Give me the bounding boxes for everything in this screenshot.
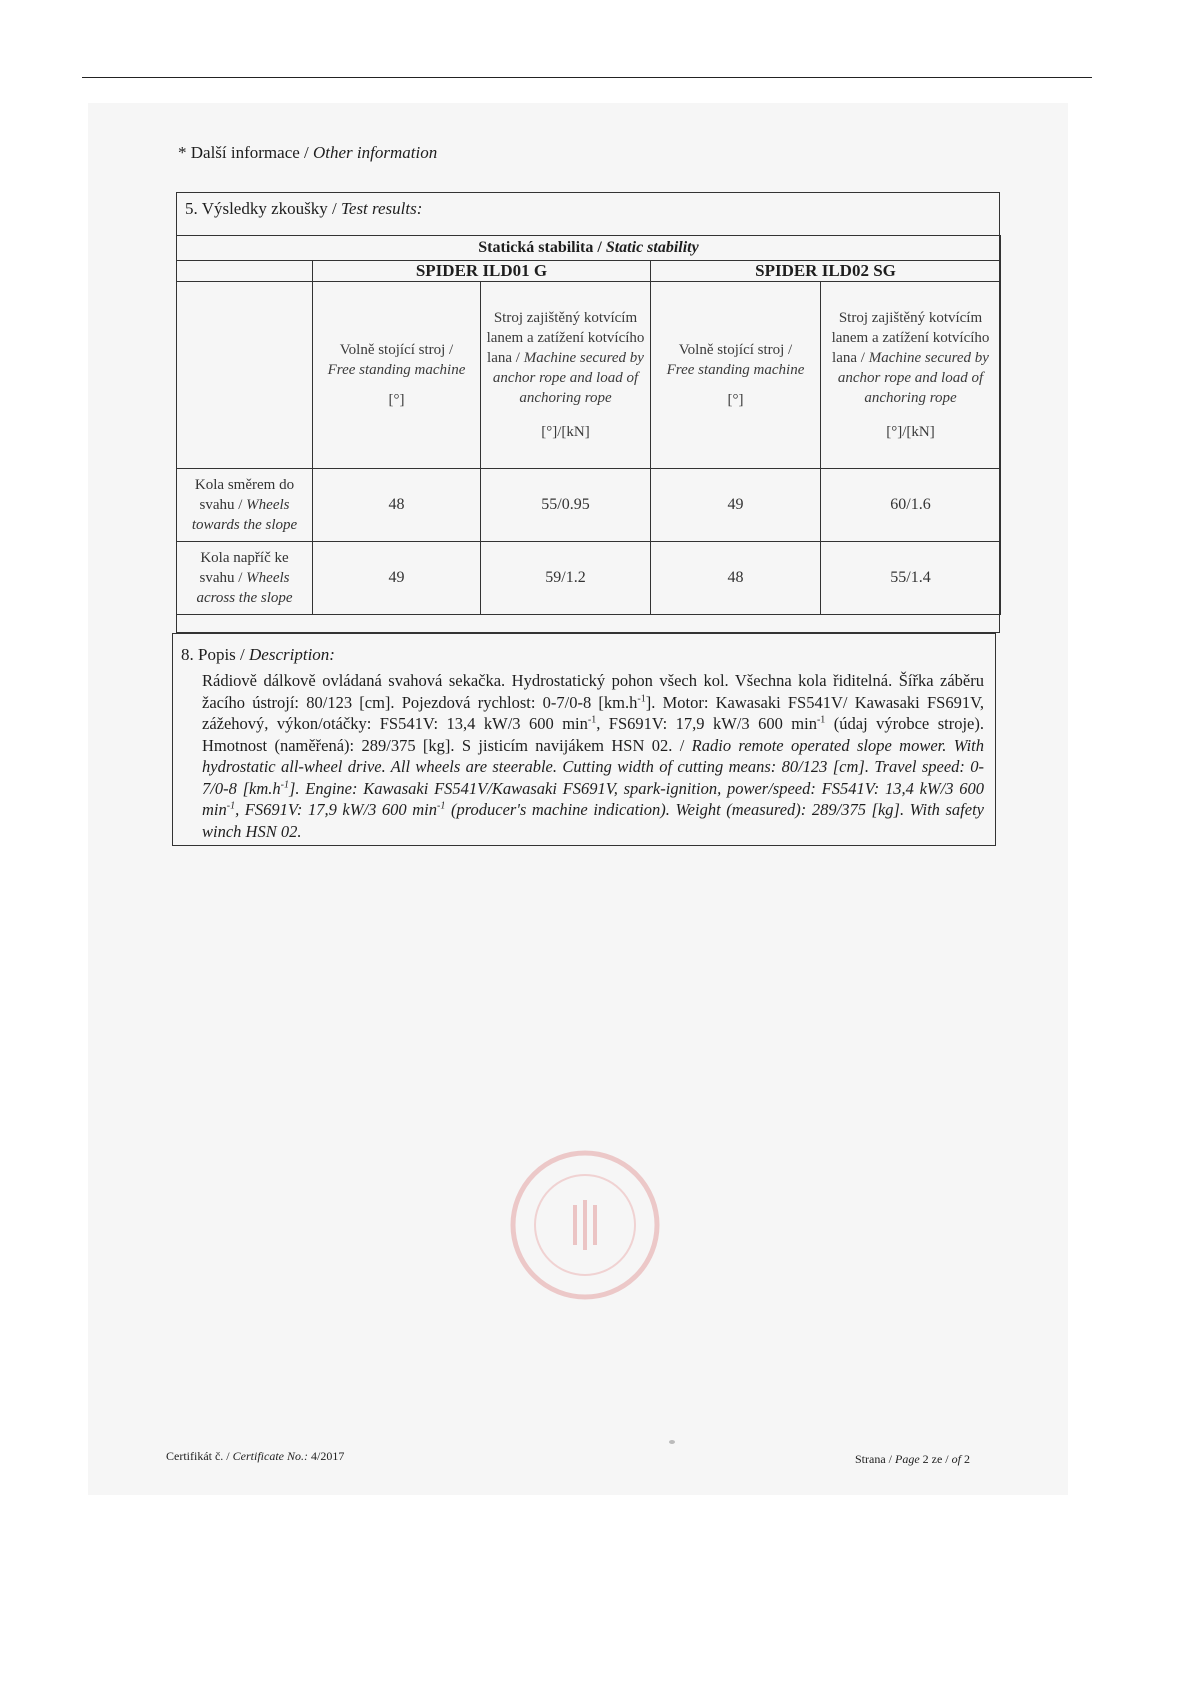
cell-value: 60/1.6 bbox=[821, 469, 1001, 542]
static-stability-table bbox=[176, 235, 1001, 615]
cell-value: 49 bbox=[651, 469, 821, 542]
official-stamp-icon bbox=[500, 1140, 670, 1310]
test-results-heading: 5. Výsledky zkoušky / Test results: bbox=[185, 199, 423, 218]
model-ild02: SPIDER ILD02 SG bbox=[651, 261, 1001, 282]
table-title-row bbox=[177, 236, 1001, 261]
table-row bbox=[177, 469, 1001, 542]
header-anchored-1: Stroj zajištěný kotvícím lanem a zatížení kotvícího lana / Machine secured by anchor rope and load of anchoring rope [°]/[kN] bbox=[481, 282, 651, 469]
page-number: Strana / Page 2 ze / of 2 bbox=[855, 1452, 970, 1466]
cell-value: 55/0.95 bbox=[481, 469, 651, 542]
model-ild01: SPIDER ILD01 G bbox=[313, 261, 651, 282]
header-free-standing-2: Volně stojící stroj / Free standing machine [°] bbox=[651, 282, 821, 469]
scan-speck bbox=[669, 1440, 675, 1444]
column-header-row bbox=[177, 282, 1001, 469]
certificate-number: Certifikát č. / Certificate No.: 4/2017 bbox=[166, 1449, 345, 1463]
top-rule bbox=[82, 77, 1092, 78]
row-label-towards: Kola směrem do svahu / Wheels towards the slope bbox=[177, 469, 313, 542]
model-empty-cell bbox=[177, 261, 313, 282]
cell-value: 48 bbox=[313, 469, 481, 542]
cell-value: 49 bbox=[313, 542, 481, 615]
cell-value: 48 bbox=[651, 542, 821, 615]
table-row bbox=[177, 542, 1001, 615]
header-free-standing-1: Volně stojící stroj / Free standing machine [°] bbox=[313, 282, 481, 469]
header-empty-cell bbox=[177, 282, 313, 469]
model-row bbox=[177, 261, 1001, 282]
row-label-across: Kola napříč ke svahu / Wheels across the slope bbox=[177, 542, 313, 615]
other-information-heading: * Další informace / Other information bbox=[178, 143, 438, 162]
description-heading: 8. Popis / Description: bbox=[181, 645, 335, 664]
table-title: Statická stabilita / Static stability bbox=[177, 236, 1001, 261]
cell-value: 55/1.4 bbox=[821, 542, 1001, 615]
description-section bbox=[172, 633, 996, 846]
description-text: Rádiově dálkově ovládaná svahová sekačka. Hydrostatický pohon všech kol. Všechna kola řiditelná. Šířka záběru žacího ústrojí: 80/123 [cm]. Pojezdová rychlost: 0-7/0-8 $[km.h^{-1}]$. Motor: Kawasaki FS541V/ Kawasaki FS691V, zážehový, výkon/otáčky: FS541V: 13,4 kW/3 600 $\min^{-1}$, FS691V: 17,9 kW/3 600 $\min^{-1}$ (údaj výrobce stroje). Hmotnost (naměřená): 289/375 [kg]. S jisticím navijákem HSN 02. / Radio remote operated slope mower. With hydrostatic all-wheel drive. All wheels are steerable. Cutting width of cutting means: 80/123 [cm]. Travel speed: 0-7/0-8 $[km.h^{-1}]$. Engine: Kawasaki FS541V/Kawasaki FS691V, spark-ignition, power/speed: FS541V: 13,4 kW/3 600 $\min^{-1}$, FS691V: 17,9 kW/3 600 $\min^{-1}$ (producer's machine indication). Weight (measured): 289/375 [kg]. With safety winch HSN 02. bbox=[202, 671, 984, 841]
cell-value: 59/1.2 bbox=[481, 542, 651, 615]
header-anchored-2: Stroj zajištěný kotvícím lanem a zatížení kotvícího lana / Machine secured by anchor rope and load of anchoring rope [°]/[kN] bbox=[821, 282, 1001, 469]
